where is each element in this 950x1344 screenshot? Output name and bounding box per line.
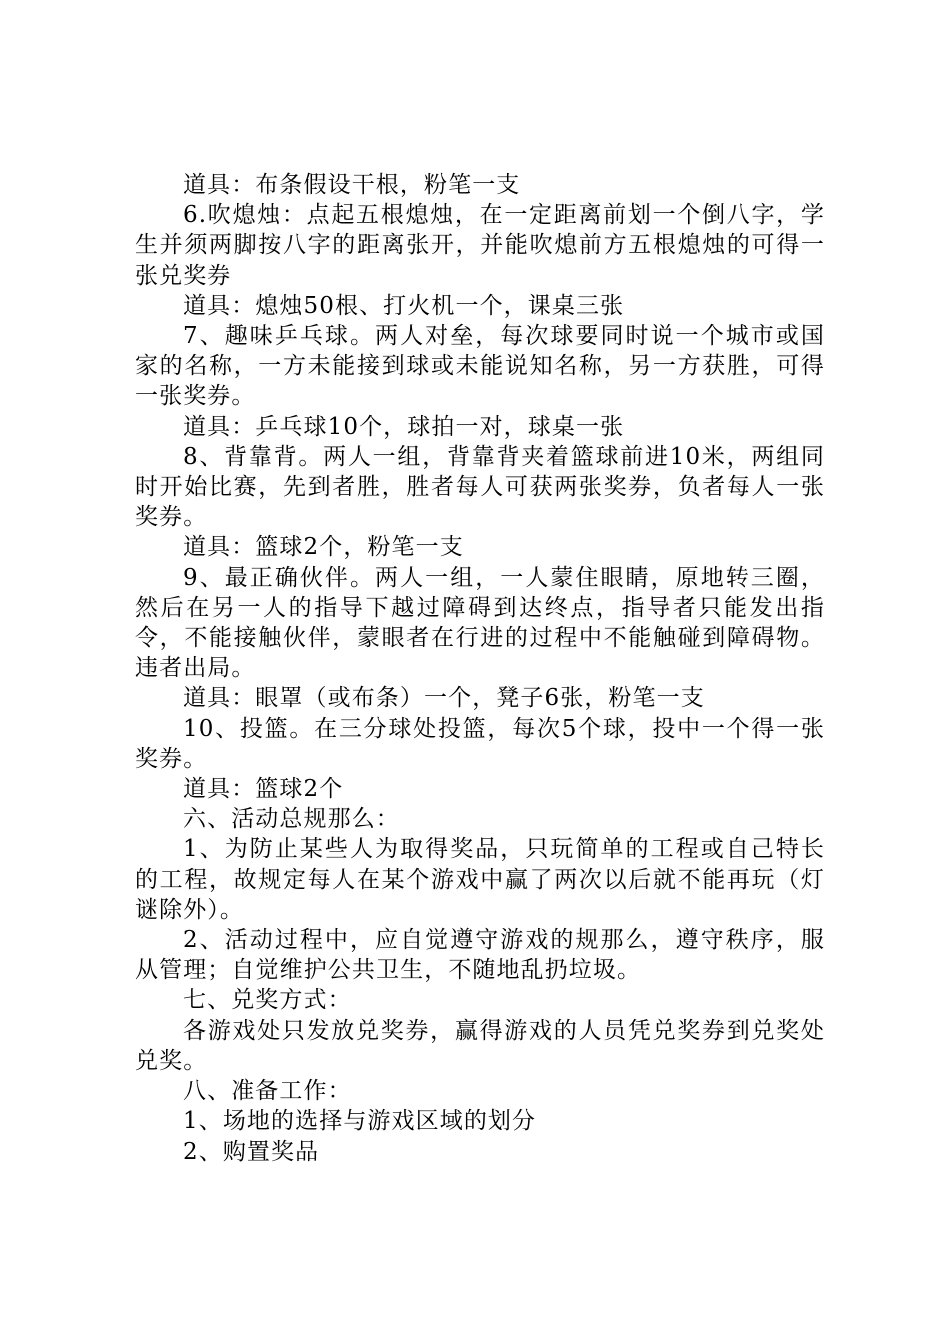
paragraph: 8、背靠背。两人一组，背靠背夹着篮球前进10米，两组同时开始比赛，先到者胜，胜者每人可获两张奖券，负者每人一张奖券。 — [135, 443, 825, 531]
paragraph: 各游戏处只发放兑奖券，赢得游戏的人员凭兑奖券到兑奖处兑奖。 — [135, 1017, 825, 1074]
section-heading: 八、准备工作： — [183, 1078, 352, 1105]
paragraph: 道具：熄烛50根、打火机一个，课桌三张 — [183, 292, 625, 319]
paragraph: 道具：乒乓球10个，球拍一对，球桌一张 — [183, 413, 625, 440]
paragraph: 6.吹熄烛：点起五根熄烛，在一定距离前划一个倒八字，学生并须两脚按八字的距离张开，并能吹熄前方五根熄烛的可得一张兑奖券 — [135, 202, 825, 289]
document-body — [135, 170, 825, 1167]
paragraph: 道具：眼罩（或布条）一个，凳子6张，粉笔一支 — [183, 685, 705, 712]
section-heading: 六、活动总规那么： — [183, 806, 400, 833]
paragraph: 7、趣味乒乓球。两人对垒，每次球要同时说一个城市或国家的名称，一方未能接到球或未能说知名称，另一方获胜，可得一张奖券。 — [135, 323, 825, 410]
paragraph: 1、为防止某些人为取得奖品，只玩简单的工程或自己特长的工程，故规定每人在某个游戏中赢了两次以后就不能再玩（灯谜除外）。 — [135, 836, 825, 923]
paragraph: 1、场地的选择与游戏区域的划分 — [183, 1108, 537, 1135]
section-heading: 七、兑奖方式： — [183, 987, 352, 1014]
paragraph: 道具：篮球2个，粉笔一支 — [183, 534, 464, 561]
paragraph: 道具：篮球2个 — [183, 776, 344, 803]
paragraph: 2、购置奖品 — [183, 1138, 320, 1165]
paragraph: 2、活动过程中，应自觉遵守游戏的规那么，遵守秩序，服从管理；自觉维护公共卫生，不随地乱扔垃圾。 — [135, 927, 825, 984]
paragraph: 10、投篮。在三分球处投篮，每次5个球，投中一个得一张奖券。 — [135, 715, 825, 772]
paragraph: 9、最正确伙伴。两人一组，一人蒙住眼睛，原地转三圈，然后在另一人的指导下越过障碍到达终点，指导者只能发出指令，不能接触伙伴，蒙眼者在行进的过程中不能触碰到障碍物。违者出局。 — [135, 564, 825, 682]
paragraph: 道具：布条假设干根，粉笔一支 — [183, 172, 521, 198]
